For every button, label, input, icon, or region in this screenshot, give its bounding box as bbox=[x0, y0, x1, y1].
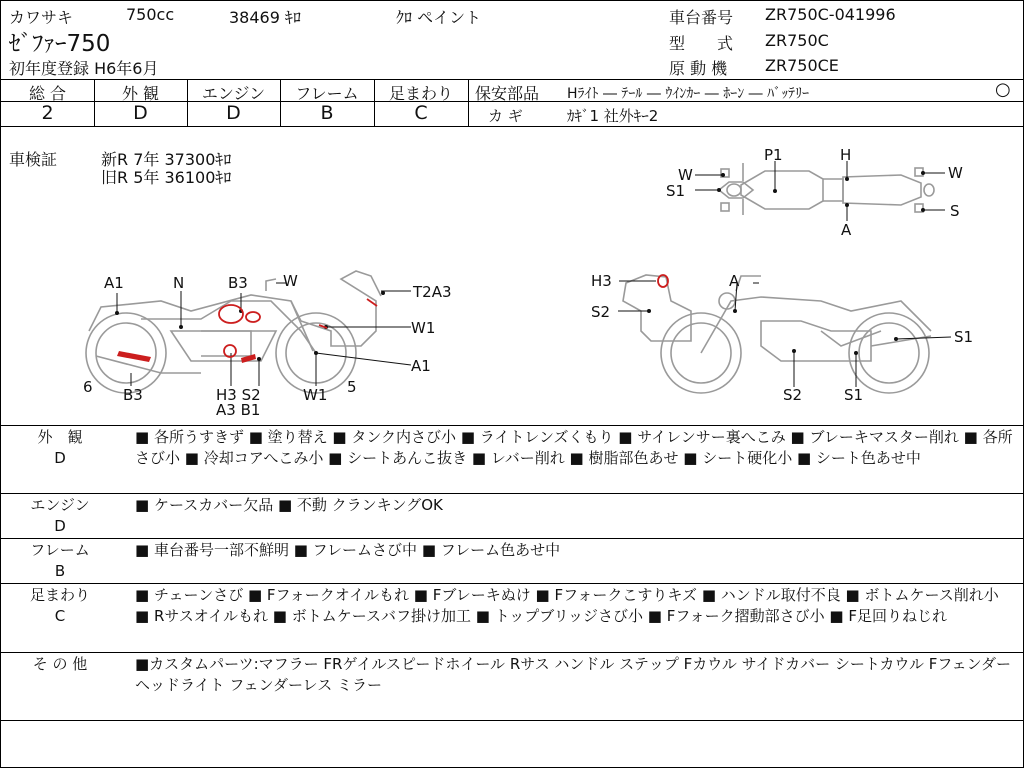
grade-value-suspension: C bbox=[414, 102, 428, 124]
maker: カワサキ bbox=[9, 8, 74, 27]
label-right-s2-left: S2 bbox=[591, 303, 611, 321]
grade-value-frame: B bbox=[320, 102, 334, 124]
detail-text-engine: ■ ケースカバー欠品 ■ 不動 クランキングOK bbox=[135, 496, 443, 514]
label-left-w1-bottom: W1 bbox=[303, 386, 328, 404]
divider bbox=[1, 538, 1023, 539]
model-name: ｾﾞﾌｧｰ750 bbox=[9, 31, 111, 57]
grade-label-suspension: 足まわり bbox=[388, 84, 453, 103]
label-top-w-right: W bbox=[948, 164, 963, 182]
detail-label-frame: フレーム B bbox=[30, 541, 90, 580]
type-value: ZR750C bbox=[765, 31, 829, 50]
divider bbox=[1, 652, 1023, 653]
label-top-a: A bbox=[841, 221, 852, 239]
grade-label-overall: 総 合 bbox=[28, 84, 67, 103]
divider bbox=[1, 425, 1023, 426]
bike-left-view bbox=[86, 271, 411, 393]
detail-label-suspension: 足まわり C bbox=[29, 586, 90, 625]
divider bbox=[1, 583, 1023, 584]
label-left-5: 5 bbox=[347, 378, 357, 396]
detail-text-suspension: ■ チェーンさび ■ Fフォークオイルもれ ■ Fブレーキぬけ ■ Fフォークこすりキズ ■ ハンドル取付不良 ■ ボトムケース削れ小 ■ Rサスオイルもれ ■ ボトムケースバフ掛け加工 ■ トップブリッジさび小 ■ Fフォーク摺動部さび小 ■ F足回りねじれ bbox=[135, 586, 999, 625]
displacement: 750cc bbox=[126, 5, 175, 24]
mileage: 38469 ｷﾛ bbox=[229, 8, 301, 27]
grade-value-exterior: D bbox=[133, 102, 148, 124]
divider bbox=[1, 79, 1023, 80]
detail-text-exterior: ■ 各所うすきず ■ 塗り替え ■ タンク内さび小 ■ ライトレンズくもり ■ サイレンサー裏へこみ ■ ブレーキマスター削れ ■ 各所さび小 ■ 冷却コアへこみ小 ■ シートあんこ抜き ■ レバー削れ ■ 樹脂部色あせ ■ シート硬化小 ■ シート色あせ中 bbox=[135, 428, 1013, 467]
first-registration: 初年度登録 H6年6月 bbox=[9, 59, 159, 78]
paint-color: ｸﾛ ペイント bbox=[396, 8, 482, 27]
label-right-s2-bottom: S2 bbox=[783, 386, 803, 404]
label-left-b3-top: B3 bbox=[228, 274, 248, 292]
frame-no: ZR750C-041996 bbox=[765, 5, 896, 24]
battery-mark: ○ bbox=[995, 79, 1011, 100]
detail-label-exterior: 外 観 D bbox=[37, 428, 83, 467]
label-left-b3-bottom: B3 bbox=[123, 386, 143, 404]
inspection-new: 新R 7年 37300ｷﾛ bbox=[101, 150, 232, 169]
label-left-n: N bbox=[173, 274, 185, 292]
detail-text-frame: ■ 車台番号一部不鮮明 ■ フレームさび中 ■ フレーム色あせ中 bbox=[135, 541, 561, 559]
label-right-s1-bottom: S1 bbox=[844, 386, 864, 404]
inspection-old: 旧R 5年 36100ｷﾛ bbox=[101, 168, 232, 187]
type-label: 型 式 bbox=[669, 34, 734, 53]
divider bbox=[1, 493, 1023, 494]
grade-value-overall: 2 bbox=[41, 102, 54, 124]
label-right-a: A bbox=[729, 272, 740, 290]
label-left-w1-right: W1 bbox=[411, 319, 436, 337]
label-top-h: H bbox=[840, 146, 852, 164]
divider bbox=[1, 720, 1023, 721]
label-left-w: W bbox=[283, 272, 298, 290]
inspection-label: 車検証 bbox=[9, 150, 58, 169]
bike-right-view bbox=[618, 275, 951, 393]
label-left-a3b1: A3 B1 bbox=[216, 401, 261, 419]
grade-value-engine: D bbox=[226, 102, 241, 124]
label-left-a1-top: A1 bbox=[104, 274, 124, 292]
detail-label-other: そ の 他 bbox=[32, 655, 88, 673]
key-label: カ ギ bbox=[488, 107, 523, 125]
label-top-s1: S1 bbox=[666, 182, 686, 200]
detail-text-other: ■カスタムパーツ:マフラー FRゲイルスピードホイール Rサス ハンドル ステップ Fカウル サイドカバー シートカウル Fフェンダー ヘッドライト フェンダーレス ミラー bbox=[135, 655, 1012, 694]
bike-top-view bbox=[695, 161, 945, 221]
engine-value: ZR750CE bbox=[765, 56, 839, 75]
detail-label-engine: エンジン D bbox=[30, 496, 90, 535]
label-top-s-right: S bbox=[950, 202, 960, 220]
label-left-t2a3: T2A3 bbox=[413, 283, 452, 301]
damage-diagram bbox=[1, 127, 1023, 427]
safety-items: Hﾗｲﾄ ― ﾃｰﾙ ― ｳｲﾝｶｰ ― ﾎｰﾝ ― ﾊﾞｯﾃﾘｰ bbox=[567, 86, 810, 102]
label-top-p1: P1 bbox=[764, 146, 783, 164]
label-left-a1-right: A1 bbox=[411, 357, 431, 375]
key-value: ｶｷﾞ1 社外ｷｰ2 bbox=[567, 107, 659, 125]
grade-label-frame: フレーム bbox=[295, 84, 359, 103]
label-top-w-left: W bbox=[678, 166, 693, 184]
label-left-h3s2: H3 S2 bbox=[216, 386, 261, 404]
grade-label-exterior: 外 観 bbox=[121, 84, 160, 103]
label-left-6: 6 bbox=[83, 378, 93, 396]
grade-label-engine: エンジン bbox=[201, 84, 266, 103]
divider bbox=[468, 79, 469, 126]
safety-label: 保安部品 bbox=[475, 84, 540, 103]
label-right-h3: H3 bbox=[591, 272, 612, 290]
engine-label: 原 動 機 bbox=[669, 59, 728, 78]
label-right-s1-right: S1 bbox=[954, 328, 974, 346]
frame-no-label: 車台番号 bbox=[669, 8, 734, 27]
